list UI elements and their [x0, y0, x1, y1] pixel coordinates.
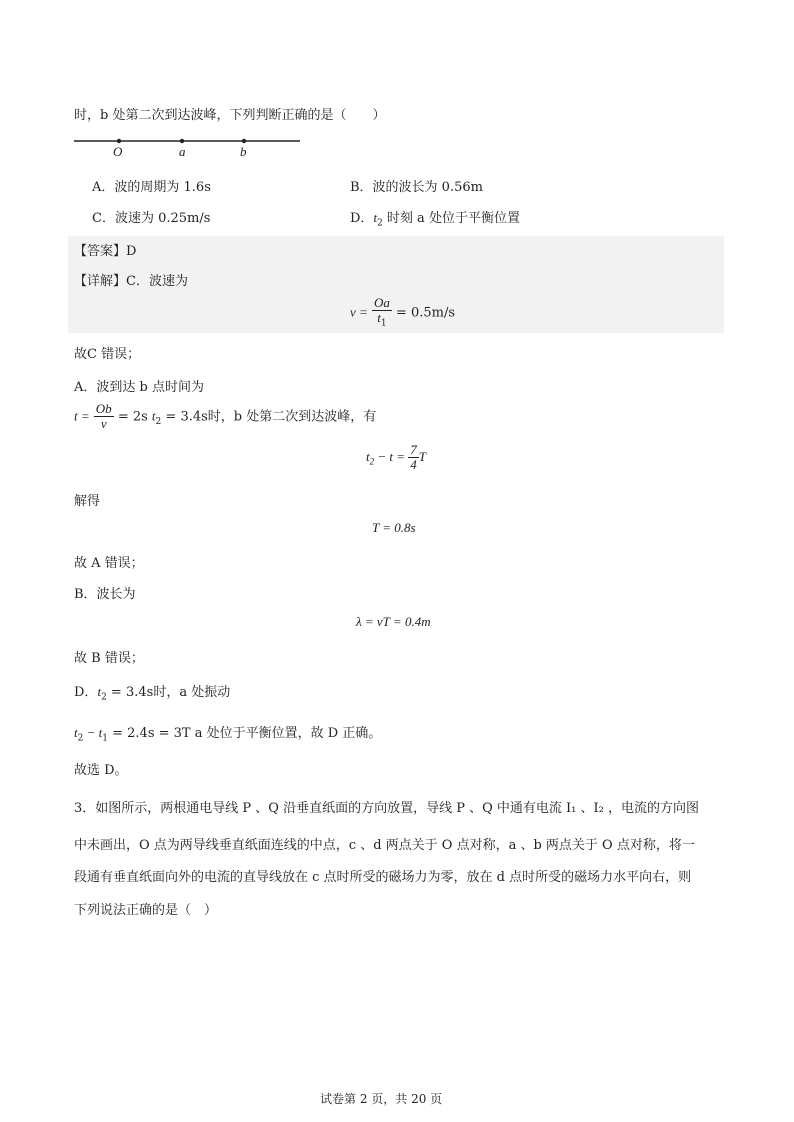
point-a-dot	[180, 139, 184, 143]
detail-lead: 【详解】C．波速为	[74, 274, 188, 289]
point-b-dot	[242, 139, 246, 143]
option-c: C．波速为 0.25m/s	[92, 211, 211, 226]
a-lead: A．波到达 b 点时间为	[74, 380, 204, 395]
velocity-formula: v = $\frac{Oa}{t_1}$ = 0.5m/s	[350, 295, 456, 329]
point-o-label: O	[113, 144, 123, 159]
q3-line-4: 下列说法正确的是（ ）	[74, 903, 218, 918]
question-continuation: 时，b 处第二次到达波峰，下列判断正确的是（ ）	[74, 108, 386, 123]
page-footer: 试卷第 2 页，共 20 页	[320, 1092, 443, 1106]
q3-line-1: 3．如图所示，两根通电导线 P 、Q 沿垂直纸面的方向放置，导线 P 、Q 中通有电流 I₁ 、I₂ ，电流的方向图	[74, 801, 699, 816]
wave-figure	[70, 133, 310, 163]
b-wrong: 故 B 错误；	[74, 651, 144, 666]
point-b-label: b	[240, 144, 247, 159]
option-a: A．波的周期为 1.6s	[92, 180, 211, 195]
a-wrong: 故 A 错误；	[74, 556, 144, 571]
solve-label: 解得	[74, 494, 101, 509]
point-o-dot	[117, 139, 121, 143]
c-wrong: 故C 错误；	[74, 347, 141, 362]
q3-line-2: 中未画出，O 点为两导线垂直纸面连线的中点，c 、d 两点关于 O 点对称，a 、b 两点关于 O 点对称，将一	[74, 838, 695, 853]
answer-line: 【答案】D	[74, 244, 137, 259]
d-line-2: $t_2 - t_1 = 2.4s = 3T$ a 处位于平衡位置，故 D 正确。	[74, 725, 382, 744]
wavelength-result: λ = vT = 0.4m	[356, 614, 431, 629]
d-line-1: D．$t_2 = 3.4s$时，a 处振动	[74, 684, 231, 703]
period-equation: $t_2 - t$ = $\frac{7}{4}$ T	[366, 442, 427, 473]
period-result: T = 0.8s	[372, 520, 416, 535]
option-b: B．波的波长为 0.56m	[350, 180, 483, 195]
time-formula: t = $\frac{Ob}{v}$ = 2s $t_2 = 3.4s$时，b 处第二次到达波峰，有	[74, 401, 377, 432]
b-lead: B．波长为	[74, 587, 136, 602]
q3-line-3: 段通有垂直纸面向外的电流的直导线放在 c 点时所受的磁场力为零，放在 d 点时所受的磁场力水平向右，则	[74, 870, 692, 885]
conclusion: 故选 D。	[74, 763, 128, 778]
option-d: D．$t_2$ 时刻 a 处位于平衡位置	[350, 210, 520, 229]
point-a-label: a	[179, 144, 186, 159]
